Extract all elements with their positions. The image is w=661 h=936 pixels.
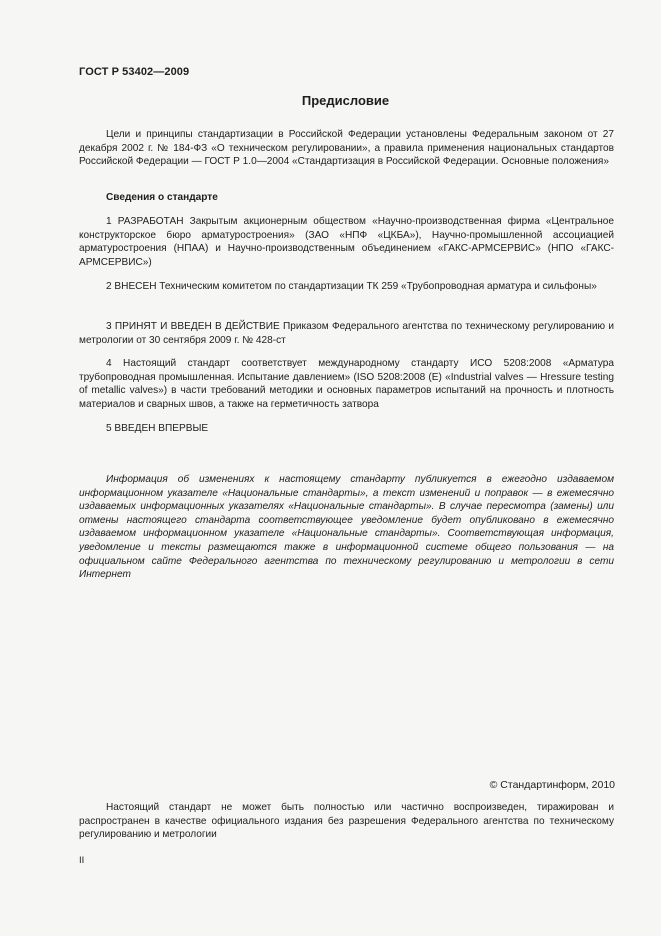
document-id-header: ГОСТ Р 53402—2009	[79, 66, 190, 78]
notice-paragraph: Информация об изменениях к настоящему стандарту публикуется в ежегодно издаваемом информационном указателе «Национальные стандарты», а текст изменений и поправок — в ежемесячно издаваемых информационных указателях «Национальные стандарты». В случае пересмотра (замены) или отмены настоящего стандарта соответствующее уведомление будет опубликовано в ежемесячно издаваемом информационном указателе «Национальные стандарты». Соответствующая информация, уведомление и тексты размещаются также в информационной системе общего пользования — на официальном сайте Федерального агентства по техническому регулированию и метрологии в сети Интернет	[79, 474, 614, 581]
copyright-line: © Стандартинформ, 2010	[489, 779, 615, 791]
intro-paragraph: Цели и принципы стандартизации в Российской Федерации установлены Федеральным законом от 27 декабря 2002 г. № 184-ФЗ «О техническом регулировании», а правила применения национальных стандартов Российской Федерации — ГОСТ Р 1.0—2004 «Стандартизация в Российской Федерации. Основные положения»	[79, 129, 614, 167]
page-number: II	[79, 855, 85, 866]
item-conformity: 4 Настоящий стандарт соответствует международному стандарту ИСО 5208:2008 «Арматура трубопроводная промышленная. Испытание давлением» (ISO 5208:2008 (E) «Industrial valves — Hressure testing of metallic valves») в части требований методики и основных параметров испытаний на прочность и плотность материалов и сварных швов, а также на герметичность затвора	[79, 358, 614, 410]
item-introduced: 5 ВВЕДЕН ВПЕРВЫЕ	[106, 423, 209, 434]
reproduction-notice: Настоящий стандарт не может быть полностью или частично воспроизведен, тиражирован и распространен в качестве официального издания без разрешения Федерального агентства по техническому регулированию и метрологии	[79, 802, 614, 840]
item-developed: 1 РАЗРАБОТАН Закрытым акционерным обществом «Научно-производственная фирма «Центральное конструкторское бюро арматуростроения» (ЗАО «НПФ «ЦКБА»), Научно-промышленной ассоциацией арматуростроения (НПАА) и Научно-производственным объединением «ГАКС-АРМСЕРВИС» (НПО «ГАКС-АРМСЕРВИС»)	[79, 216, 614, 268]
item-submitted: 2 ВНЕСЕН Техническим комитетом по стандартизации ТК 259 «Трубопроводная арматура и сильфоны»	[106, 281, 597, 292]
item-adopted: 3 ПРИНЯТ И ВВЕДЕН В ДЕЙСТВИЕ Приказом Федерального агентства по техническому регулированию и метрологии от 30 сентября 2009 г. № 428-ст	[79, 321, 614, 346]
info-heading: Сведения о стандарте	[106, 192, 218, 203]
page-title: Предисловие	[301, 93, 390, 108]
